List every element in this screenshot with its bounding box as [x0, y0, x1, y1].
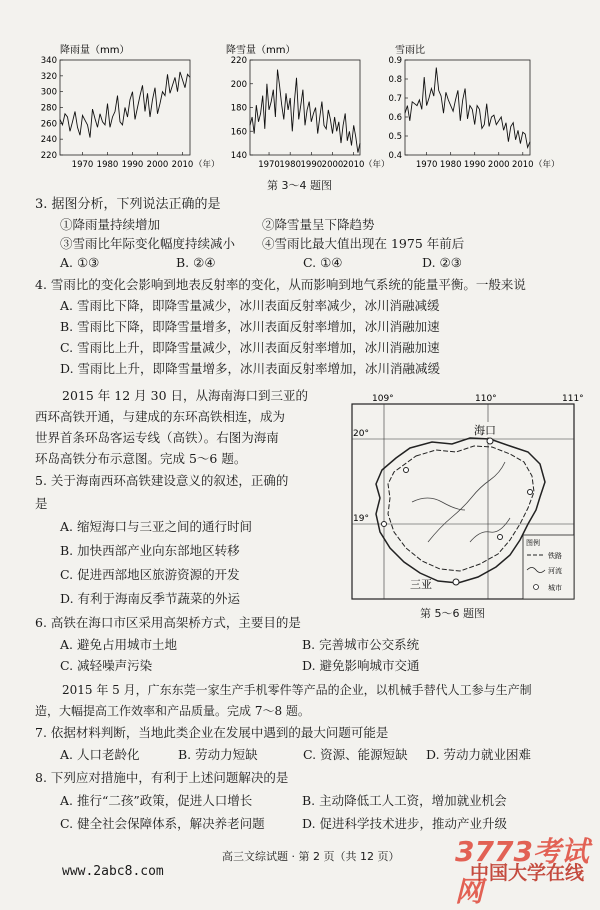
- snowfall-xtick-label: 2010: [342, 160, 365, 170]
- snow-rain-ratio-chart: [388, 43, 559, 170]
- legend-river-label: 河流: [548, 567, 562, 575]
- snowfall-title: 降雪量（mm）: [226, 45, 296, 56]
- q5-option-c: C. 促进西部地区旅游资源的开发: [60, 567, 240, 582]
- q3-option-c: C. ①④: [303, 255, 343, 270]
- snow-rain-ratio-ytick-label: 0.7: [388, 94, 402, 104]
- snow-rain-ratio-xtick-label: 2000: [487, 160, 510, 170]
- question-5-stem-cont: 是: [35, 496, 48, 511]
- snowfall-ytick-label: 200: [230, 79, 247, 90]
- question-3-stem: 3. 据图分析，下列说法正确的是: [35, 197, 221, 212]
- legend-rail-label: 铁路: [548, 552, 562, 560]
- river-2: [412, 498, 465, 510]
- snow-rain-ratio-xlabel: （年）: [534, 160, 560, 170]
- q6-option-d: D. 避免影响城市交通: [302, 658, 420, 673]
- q3-statement-1: ①降雨量持续增加: [60, 217, 161, 232]
- snowfall-ytick-label: 140: [230, 151, 247, 161]
- snowfall-xtick-label: 1990: [300, 160, 323, 170]
- q7-option-c: C. 资源、能源短缺: [303, 747, 408, 762]
- snowfall-series-line: [250, 70, 360, 153]
- rainfall-chart: [41, 43, 220, 170]
- snow-rain-ratio-plot-frame: [405, 60, 530, 155]
- q7-option-d: D. 劳动力就业困难: [426, 747, 532, 762]
- snowfall-ytick-label: 220: [230, 56, 247, 66]
- rainfall-ytick-label: 320: [40, 71, 57, 82]
- q8-option-a: A. 推行“二孩”政策，促进人口增长: [60, 793, 253, 808]
- city-marker-west: [404, 468, 409, 473]
- rainfall-ytick-label: 300: [40, 87, 57, 98]
- lat-label-19: 19°: [353, 514, 369, 524]
- city-label-haikou: 海口: [474, 424, 496, 437]
- q6-option-b: B. 完善城市公交系统: [302, 637, 420, 652]
- snow-rain-ratio-ytick-label: 0.8: [388, 75, 402, 85]
- passage-5-6-line-3: 世界首条环岛客运专线（高铁）。右图为海南: [35, 430, 279, 445]
- q8-option-b: B. 主动降低工人工资，增加就业机会: [302, 793, 507, 808]
- snow-rain-ratio-xtick-label: 2010: [511, 160, 534, 170]
- q3-option-d: D. ②③: [422, 255, 462, 270]
- q6-option-c: C. 减轻噪声污染: [60, 658, 153, 673]
- legend-title: 图例: [526, 539, 540, 547]
- q4-option-c: C. 雪雨比上升，即降雪量减少，冰川表面反射率增加，冰川消融加速: [60, 340, 440, 355]
- question-4-stem: 4. 雪雨比的变化会影响到地表反射率的变化，从而影响到地气系统的能量平衡。一般来说: [35, 277, 526, 292]
- snow-rain-ratio-ytick-label: 0.4: [388, 151, 402, 161]
- city-sanya-marker: [453, 579, 459, 585]
- figure-caption-5-6: 第 5～6 题图: [420, 607, 485, 620]
- city-label-sanya: 三亚: [410, 578, 432, 591]
- q3-statement-3: ③雪雨比年际变化幅度持续减小: [60, 236, 236, 251]
- q8-option-d: D. 促进科学技术进步，推动产业升级: [302, 816, 508, 831]
- passage-7-8-line-2: 造，大幅提高工作效率和产品质量。完成 7～8 题。: [35, 704, 310, 718]
- page-footer: 高三文综试题 · 第 2 页（共 12 页）: [222, 850, 400, 863]
- passage-5-6-line-4: 环岛高铁分布示意图。完成 5～6 题。: [35, 451, 247, 466]
- rainfall-series-line: [60, 72, 190, 138]
- snowfall-ytick-label: 180: [230, 103, 247, 114]
- rainfall-xtick-label: 2000: [146, 160, 169, 170]
- q3-statement-4: ④雪雨比最大值出现在 1975 年前后: [262, 236, 465, 251]
- rainfall-title: 降雨量（mm）: [60, 45, 130, 56]
- snow-rain-ratio-xtick-label: 1980: [439, 160, 462, 170]
- legend-city-label: 城市: [548, 584, 562, 592]
- rainfall-ytick-label: 260: [40, 119, 57, 130]
- q6-option-a: A. 避免占用城市土地: [60, 637, 177, 652]
- q5-option-a: A. 缩短海口与三亚之间的通行时间: [60, 519, 252, 534]
- snow-rain-ratio-xtick-label: 1990: [463, 160, 486, 170]
- q3-option-a: A. ①③: [60, 255, 100, 270]
- rainfall-xlabel: （年）: [194, 160, 220, 170]
- question-5-stem: 5. 关于海南西环高铁建设意义的叙述，正确的: [35, 473, 289, 488]
- q5-option-b: B. 加快西部产业向东部地区转移: [60, 543, 240, 558]
- snow-rain-ratio-ytick-label: 0.6: [388, 113, 402, 123]
- legend-city-symbol: [534, 585, 539, 590]
- watermark-china-university: 中国大学在线: [470, 862, 585, 884]
- q7-option-b: B. 劳动力短缺: [178, 747, 258, 762]
- snowfall-xlabel: （年）: [364, 160, 390, 170]
- rainfall-xtick-label: 1980: [96, 160, 119, 170]
- passage-7-8-line-1: 2015 年 5 月，广东东莞一家生产手机零件等产品的企业，以机械手替代人工参与生产制: [62, 683, 532, 697]
- snowfall-plot-frame: [250, 60, 360, 155]
- q8-option-c: C. 健全社会保障体系，解决养老问题: [60, 816, 265, 831]
- snow-rain-ratio-series-line: [405, 68, 530, 148]
- q4-option-a: A. 雪雨比下降，即降雪量减少，冰川表面反射率减少，冰川消融减缓: [60, 298, 440, 313]
- lon-label-111: 111°: [562, 394, 584, 404]
- lon-label-109: 109°: [372, 394, 394, 404]
- rainfall-ytick-label: 280: [40, 103, 57, 114]
- question-7-stem: 7. 依据材料判断，当地此类企业在发展中遇到的最大问题可能是: [35, 725, 389, 740]
- hainan-rail-map: [340, 392, 585, 622]
- rainfall-ytick-label: 340: [40, 56, 57, 66]
- lon-label-110: 110°: [475, 394, 497, 404]
- snowfall-xtick-label: 2000: [321, 160, 344, 170]
- city-haikou-marker: [487, 438, 493, 444]
- rainfall-xtick-label: 1970: [71, 160, 94, 170]
- q3-option-b: B. ②④: [176, 255, 216, 270]
- question-6-stem: 6. 高铁在海口市区采用高架桥方式，主要目的是: [35, 615, 301, 630]
- rainfall-ytick-label: 240: [40, 135, 57, 146]
- footer-url: www.2abc8.com: [62, 864, 164, 879]
- snowfall-chart: [226, 43, 390, 170]
- city-marker-southwest: [382, 522, 387, 527]
- river-1: [428, 462, 505, 542]
- figure-caption-3-4: 第 3～4 题图: [267, 179, 332, 192]
- question-8-stem: 8. 下列应对措施中，有利于上述问题解决的是: [35, 770, 289, 785]
- city-marker-east: [528, 490, 533, 495]
- snow-rain-ratio-xtick-label: 1970: [415, 160, 438, 170]
- watermark-3773: 3773考试网: [455, 835, 589, 908]
- lat-label-20: 20°: [353, 429, 369, 439]
- passage-5-6-line-1: 2015 年 12 月 30 日，从海南海口到三亚的: [62, 388, 308, 403]
- city-marker-southeast: [498, 535, 503, 540]
- passage-5-6-line-2: 西环高铁开通，与建成的东环高铁相连，成为: [35, 409, 286, 424]
- river-3: [470, 518, 510, 542]
- q5-option-d: D. 有利于海南反季节蔬菜的外运: [60, 591, 241, 606]
- q4-option-d: D. 雪雨比上升，即降雪量增多，冰川表面反射率增加，冰川消融减缓: [60, 361, 441, 376]
- snowfall-xtick-label: 1980: [279, 160, 302, 170]
- rainfall-ytick-label: 220: [40, 151, 57, 161]
- snowfall-xtick-label: 1970: [258, 160, 280, 170]
- snow-rain-ratio-title: 雪雨比: [395, 45, 425, 56]
- rainfall-xtick-label: 2010: [171, 160, 194, 170]
- q3-statement-2: ②降雪量呈下降趋势: [262, 217, 375, 232]
- climate-charts: [0, 0, 600, 195]
- q7-option-a: A. 人口老龄化: [60, 747, 140, 762]
- snow-rain-ratio-ytick-label: 0.5: [388, 132, 402, 142]
- q4-option-b: B. 雪雨比下降，即降雪量增多，冰川表面反射率增加，冰川消融加速: [60, 319, 440, 334]
- rainfall-xtick-label: 1990: [121, 160, 144, 170]
- snowfall-ytick-label: 160: [230, 127, 247, 138]
- snow-rain-ratio-ytick-label: 0.9: [388, 56, 402, 66]
